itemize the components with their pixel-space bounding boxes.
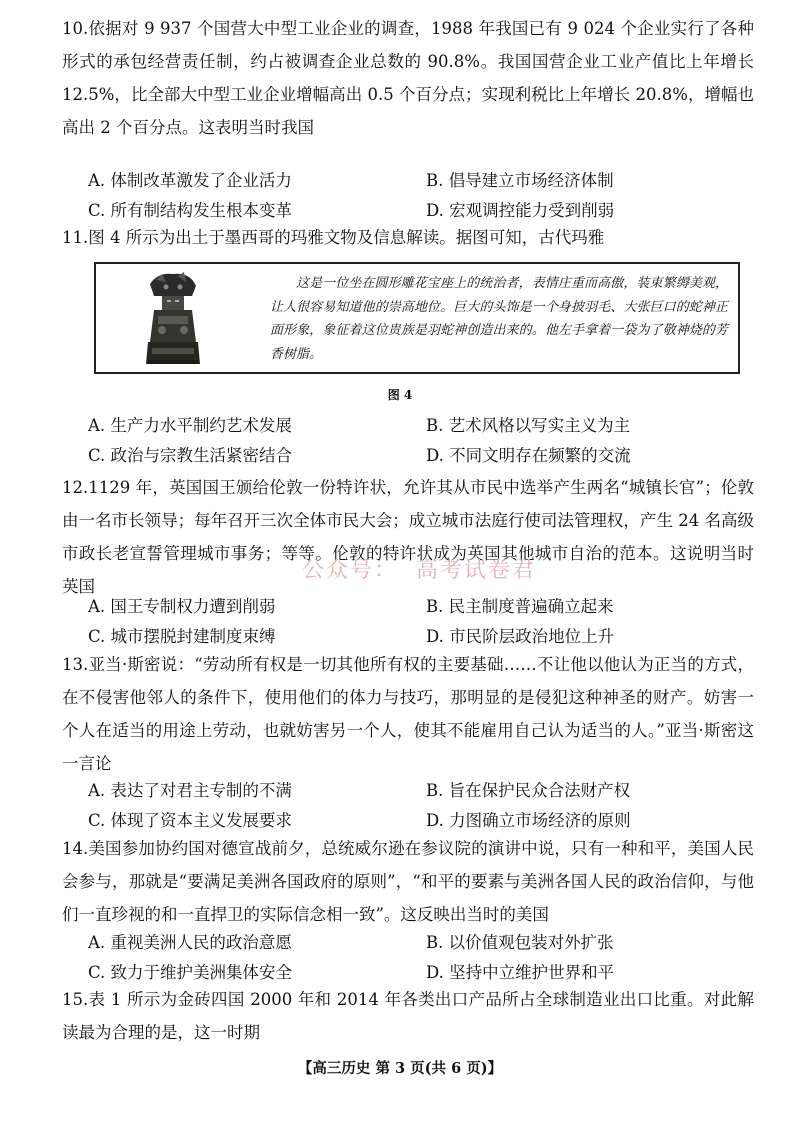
option-d: D. 宏观调控能力受到削弱 (426, 201, 615, 220)
question-14-stem: 14.美国参加协约国对德宣战前夕，总统威尔逊在参议院的演讲中说，只有一种和平，美国人民会参与，那就是“要满足美洲各国政府的原则”，“和平的要素与美洲各国人民的政治信仰，与他们一直珍视的和一直捍卫的实际信念相一致”。这反映出当时的美国 (62, 839, 754, 924)
page-footer: 【高三历史 第 3 页(共 6 页)】 (297, 1060, 503, 1077)
option-b: B. 艺术风格以写实主义为主 (426, 416, 631, 435)
options-row (88, 441, 748, 471)
option-d: D. 坚持中立维护世界和平 (426, 963, 615, 982)
figure-4-box (94, 262, 740, 374)
option-c: C. 城市摆脱封建制度束缚 (88, 627, 276, 646)
question-15-stem: 15.表 1 所示为金砖四国 2000 年和 2014 年各类出口产品所占全球制造业出口比重。对此解读最为合理的是，这一时期 (62, 990, 754, 1042)
options-row (88, 166, 748, 196)
option-a: A. 重视美洲人民的政治意愿 (88, 933, 292, 952)
figure-4-label: 图 4 (387, 388, 413, 402)
question-13-options (88, 776, 748, 836)
options-row (88, 592, 748, 622)
option-d: D. 市民阶层政治地位上升 (426, 627, 615, 646)
option-a: A. 体制改革激发了企业活力 (88, 171, 292, 190)
option-c: C. 体现了资本主义发展要求 (88, 811, 293, 830)
question-10-options (88, 166, 748, 226)
option-a: A. 表达了对君主专制的不满 (88, 781, 292, 800)
watermark: 公众号： 高考试卷君 (302, 558, 536, 583)
question-11-stem: 11.图 4 所示为出土于墨西哥的玛雅文物及信息解读。据图可知，古代玛雅 (62, 228, 605, 247)
option-d: D. 不同文明存在频繁的交流 (426, 446, 631, 465)
options-row (88, 776, 748, 806)
option-a: A. 生产力水平制约艺术发展 (88, 416, 292, 435)
option-d: D. 力图确立市场经济的原则 (426, 811, 631, 830)
question-14-options (88, 928, 748, 988)
option-c: C. 致力于维护美洲集体安全 (88, 963, 293, 982)
question-12-stem: 12.1129 年，英国国王颁给伦敦一份特许状，允许其从市民中选举产生两名“城镇长官”；伦敦由一名市长领导；每年召开三次全体市民大会；成立城市法庭行使司法管理权，产生 24 名高级市政长老宣誓管理城市事务；等等。伦敦的特许状成为英国其他城市自治的范本。这说明当时英国 (62, 478, 754, 596)
question-11-options (88, 411, 748, 471)
option-c: C. 政治与宗教生活紧密结合 (88, 446, 293, 465)
option-a: A. 国王专制权力遭到削弱 (88, 597, 276, 616)
question-12-options (88, 592, 748, 652)
options-row (88, 928, 748, 958)
option-b: B. 旨在保护民众合法财产权 (426, 781, 631, 800)
question-10-stem: 10.依据对 9 937 个国营大中型工业企业的调查，1988 年我国已有 9 024 个企业实行了各种形式的承包经营责任制，约占被调查企业总数的 90.8%。我国国营企业工业产值比上年增长 12.5%，比全部大中型工业企业增幅高出 0.5 个百分点；实现利税比上年增长 20.8%，增幅也高出 2 个百分点。这表明当时我国 (62, 19, 754, 137)
option-b: B. 倡导建立市场经济体制 (426, 171, 614, 190)
figure-4-description: 这是一位坐在圆形雕花宝座上的统治者，表情庄重而高傲，装束繁缛美观，让人很容易知道他的崇高地位。巨大的头饰是一个身披羽毛、大张巨口的蛇神正面形象，象征着这位贵族是羽蛇神创造出来的。他左手拿着一袋为了敬神烧的芳香树脂。 (270, 276, 728, 362)
option-c: C. 所有制结构发生根本变革 (88, 201, 293, 220)
options-row (88, 411, 748, 441)
option-b: B. 民主制度普遍确立起来 (426, 597, 614, 616)
option-b: B. 以价值观包装对外扩张 (426, 933, 614, 952)
question-13-stem: 13.亚当·斯密说：“劳动所有权是一切其他所有权的主要基础……不让他以他认为正当的方式，在不侵害他邻人的条件下，使用他们的体力与技巧，那明显的是侵犯这种神圣的财产。妨害一个人在适当的用途上劳动，也就妨害另一个人，使其不能雇用自己认为适当的人。”亚当·斯密这一言论 (62, 655, 754, 773)
maya-statue-image (138, 270, 208, 368)
